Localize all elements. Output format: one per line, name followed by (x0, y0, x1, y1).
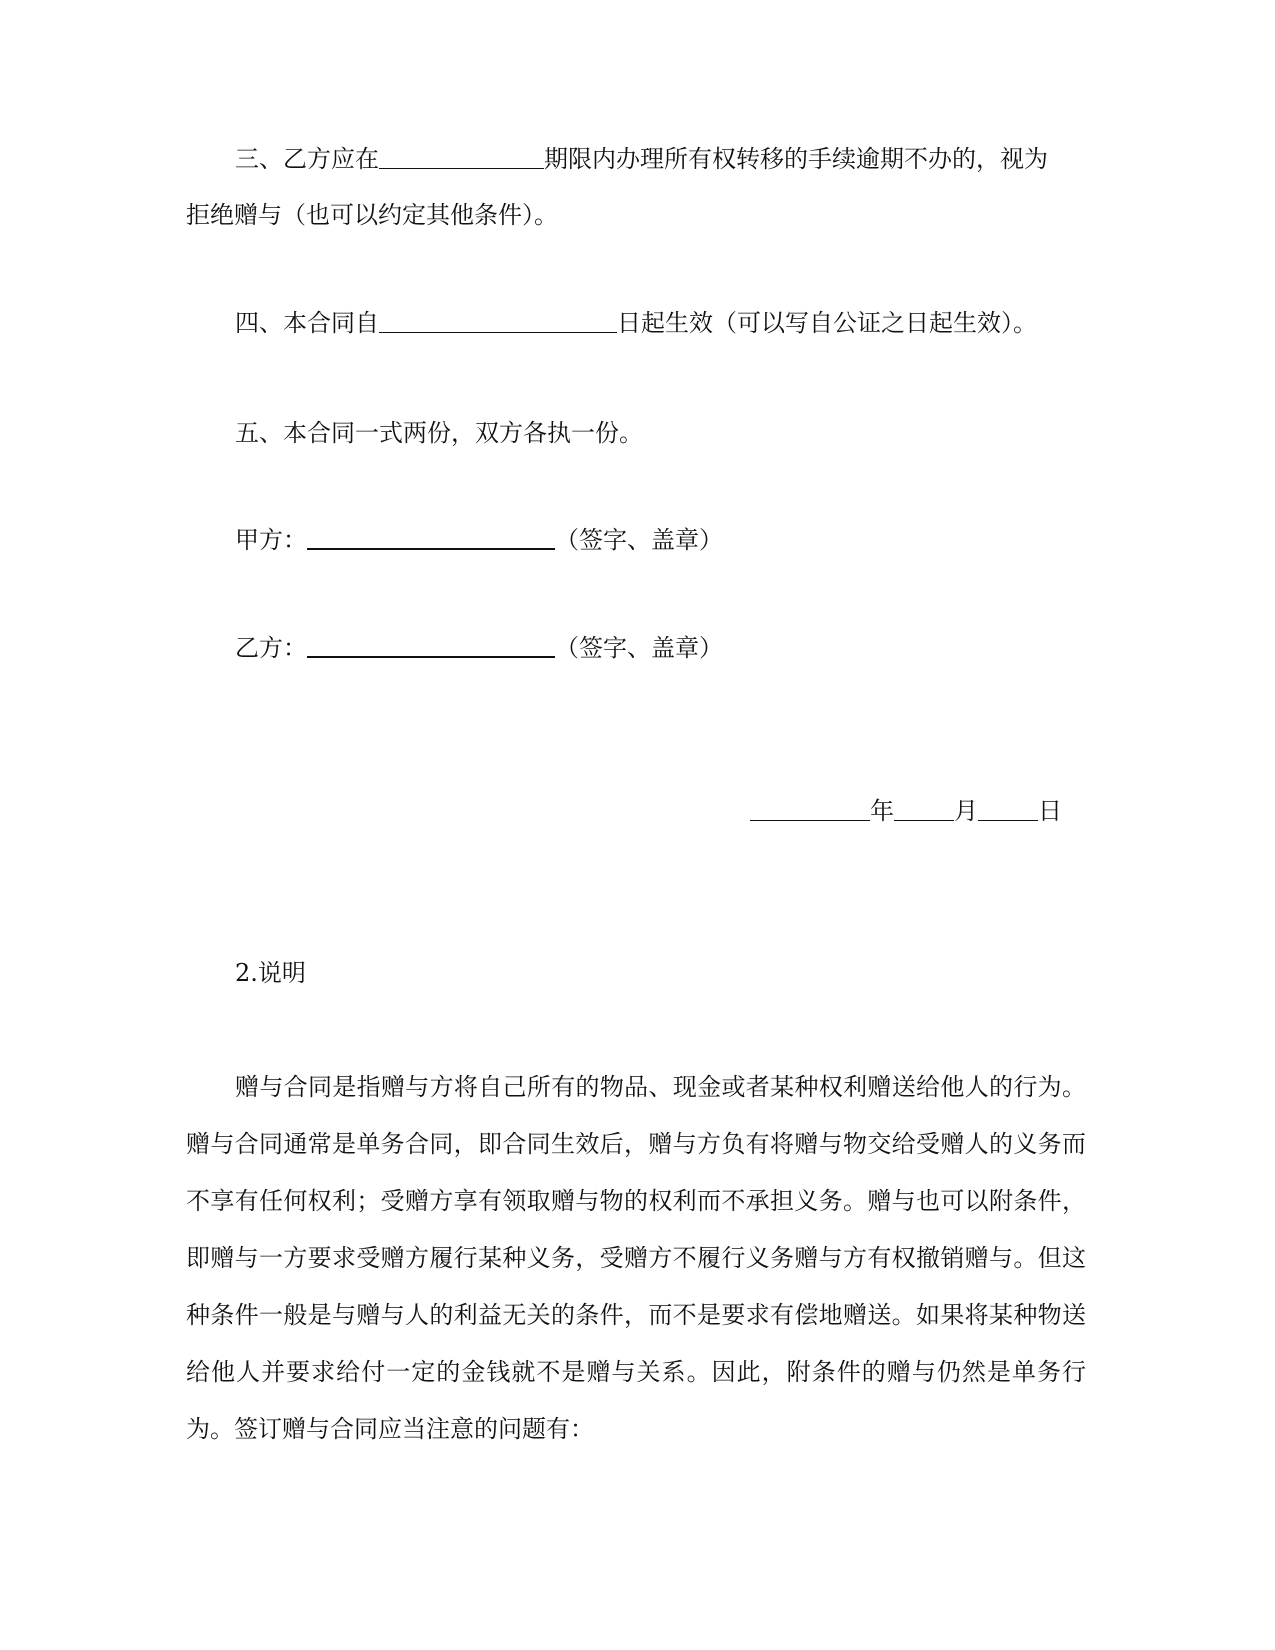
year-blank (750, 796, 870, 821)
section-2-paragraph: 赠与合同是指赠与方将自己所有的物品、现金或者某种权利赠送给他人的行为。赠与合同通常是单务合同，即合同生效后，赠与方负有将赠与物交给受赠人的义务而不享有任何权利；受赠方享有领取赠与物的权利而不承担义务。赠与也可以附条件，即赠与一方要求受赠方履行某种义务，受赠方不履行义务赠与方有权撤销赠与。但这种条件一般是与赠与人的利益无关的条件，而不是要求有偿地赠送。如果将某种物送给他人并要求给付一定的金钱就不是赠与关系。因此，附条件的赠与仍然是单务行为。签订赠与合同应当注意的问题有： (186, 1073, 1086, 1443)
year-label: 年 (870, 797, 894, 825)
clause-5-line (235, 417, 643, 449)
section-2-heading-text: 2.说明 (235, 959, 306, 987)
clause-3-line-2 (186, 199, 558, 231)
party-b-label: 乙方： (235, 634, 307, 662)
signature-party-a (235, 524, 723, 556)
section-2-heading (235, 957, 306, 989)
clause-4-text-b: 日起生效（可以写自公证之日起生效）。 (617, 309, 1037, 337)
day-label: 日 (1038, 797, 1062, 825)
effective-date-blank (379, 308, 617, 333)
party-a-label: 甲方： (235, 526, 307, 554)
day-blank (978, 796, 1038, 821)
month-blank (894, 796, 954, 821)
party-a-signature-blank (307, 524, 555, 550)
clause-5-text: 五、本合同一式两份，双方各执一份。 (235, 419, 643, 447)
date-line (750, 795, 1062, 827)
clause-3-text-a: 三、乙方应在 (235, 145, 379, 173)
clause-3-text-b: 期限内办理所有权转移的手续逾期不办的，视为 (544, 145, 1048, 173)
transfer-period-blank (379, 144, 544, 169)
clause-4-line (235, 307, 1037, 339)
party-b-signature-blank (307, 632, 555, 658)
month-label: 月 (954, 797, 978, 825)
party-a-suffix: （签字、盖章） (555, 526, 723, 554)
clause-3-text-c: 拒绝赠与（也可以约定其他条件）。 (186, 201, 558, 229)
party-b-suffix: （签字、盖章） (555, 634, 723, 662)
signature-party-b (235, 632, 723, 664)
clause-3-line-1 (235, 143, 1048, 175)
clause-4-text-a: 四、本合同自 (235, 309, 379, 337)
